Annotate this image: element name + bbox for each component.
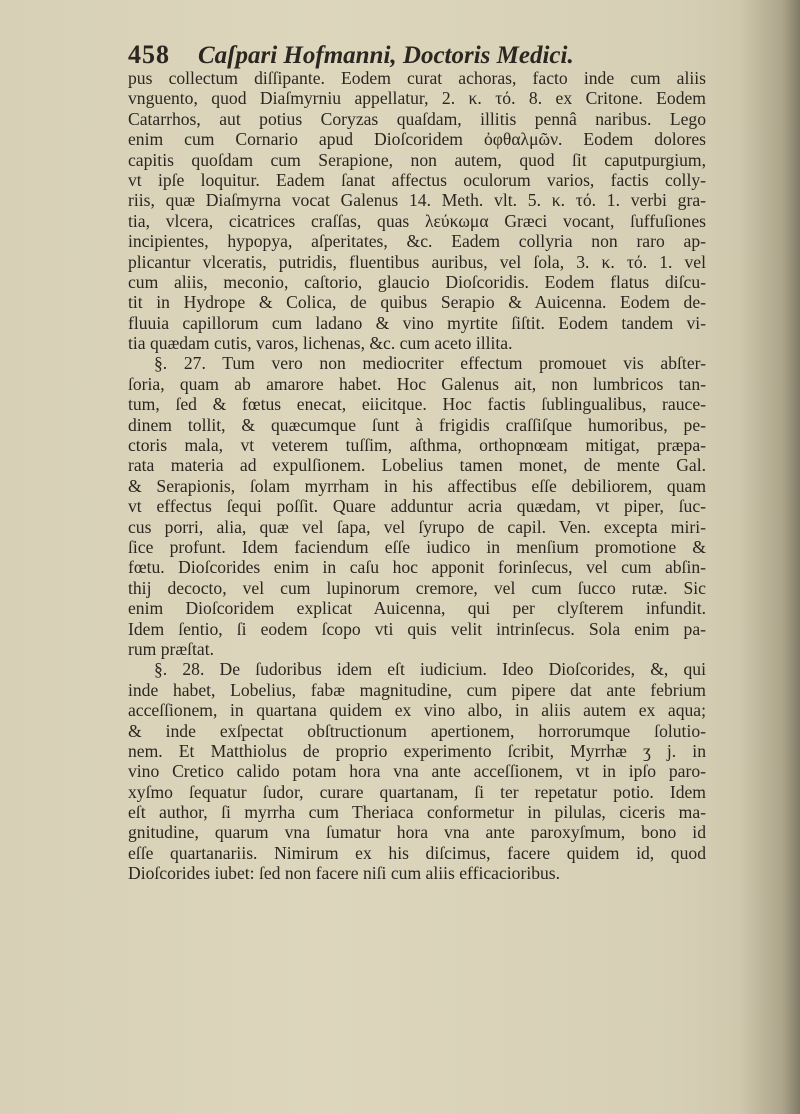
text-line: cum aliis, meconio, caſtorio, glaucio Dioſcoridis. Eodem flatus diſcu- [128,271,706,292]
body-text [128,68,706,884]
text-line: & Serapionis, ſolam myrrham in his affectibus eſſe debiliorem, quam [128,475,706,496]
text-line: vt ipſe loquitur. Eadem ſanat affectus oculorum varios, factis colly- [128,169,706,190]
text-line: enim cum Cornario apud Dioſcoridem ὀφθαλμῶν. Eodem dolores [128,129,706,150]
text-line: fœtu. Dioſcorides enim in caſu hoc apponit forinſecus, vel cum abſin- [128,557,706,578]
text-line: thij decocto, vel cum lupinorum cremore, vel cum ſucco rutæ. Sic [128,577,706,598]
text-line: Idem ſentio, ſi eodem ſcopo vti quis velit intrinſecus. Sola enim pa- [128,618,706,639]
text-line: ſoria, quam ab amarore habet. Hoc Galenus ait, non lumbricos tan- [128,373,706,394]
text-line: vnguento, quod Diaſmyrniu appellatur, 2. κ. τό. 8. ex Critone. Eodem [128,88,706,109]
text-line: ſice profunt. Idem faciendum eſſe iudico in menſium promotione & [128,536,706,557]
text-line: tum, ſed & fœtus enecat, eiicitque. Hoc factis ſublingualibus, rauce- [128,394,706,415]
page-number: 458 [128,40,170,69]
running-head: Caſpari Hofmanni, Doctoris Medici. [198,42,574,69]
text-line: gnitudine, quarum vna ſumatur hora vna ante paroxyſmum, bono id [128,822,706,843]
text-line: ctoris mala, vt veterem tuſſim, aſthma, orthopnœam mitigat, præpa- [128,435,706,456]
text-line: tit in Hydrope & Colica, de quibus Serapio & Auicenna. Eodem de- [128,292,706,313]
text-line: §. 28. De ſudoribus idem eſt iudicium. Ideo Dioſcorides, &, qui [154,659,706,680]
page-header [128,40,688,70]
text-line: vt effectus ſequi poſſit. Quare adduntur acria quædam, vt piper, ſuc- [128,496,706,517]
text-line: eſſe quartanariis. Nimirum ex his diſcimus, facere quidem id, quod [128,842,706,863]
text-line: inde habet, Lobelius, fabæ magnitudine, cum pipere dat ante febrium [128,679,706,700]
text-line: rata materia ad expulſionem. Lobelius tamen monet, de mente Gal. [128,455,706,476]
text-line: §. 27. Tum vero non mediocriter effectum promouet vis abſter- [154,353,706,374]
text-line: eſt author, ſi myrrha cum Theriaca conformetur in pilulas, ciceris ma- [128,802,706,823]
text-line: fluuia capillorum cum ladano & vino myrtite ſiſtit. Eodem tandem vi- [128,312,706,333]
text-line: tia, vlcera, cicatrices craſſas, quas λεύκωμα Græci vocant, ſuffuſiones [128,210,706,231]
text-line: enim Dioſcoridem explicat Auicenna, qui per clyſterem infundit. [128,598,706,619]
text-line: vino Cretico calido potam hora vna ante acceſſionem, vt in ipſo paro- [128,761,706,782]
text-line: xyſmo ſequatur ſudor, curare quartanam, ſi ter repetatur potio. Idem [128,781,706,802]
text-line: tia quædam cutis, varos, lichenas, &c. cum aceto illita. [128,333,513,354]
text-line: rum præſtat. [128,638,215,659]
text-line: cus porri, alia, quæ vel ſapa, vel ſyrupo de capil. Ven. excepta miri- [128,516,706,537]
text-line: Dioſcorides iubet: ſed non facere niſi cum aliis efficacioribus. [128,863,561,884]
text-line: incipientes, hypopya, aſperitates, &c. Eadem collyria non raro ap- [128,231,706,252]
text-line: plicantur vlceratis, putridis, fluentibus auribus, vel ſola, 3. κ. τό. 1. vel [128,251,706,272]
binding-shadow [740,0,800,1114]
text-line: pus collectum diſſipante. Eodem curat achoras, facto inde cum aliis [128,68,706,88]
text-line: Catarrhos, aut potius Coryzas quaſdam, illitis pennâ naribus. Lego [128,108,706,129]
text-line: nem. Et Matthiolus de proprio experimento ſcribit, Myrrhæ ʒ j. in [128,740,706,761]
text-line: riis, quæ Diaſmyrna vocat Galenus 14. Meth. vlt. 5. κ. τό. 1. verbi gra- [128,190,706,211]
text-line: acceſſionem, in quartana quidem ex vino albo, in aliis autem ex aqua; [128,700,706,721]
text-line: dinem tollit, & quæcumque ſunt à frigidis craſſiſque humoribus, pe- [128,414,706,435]
text-line: capitis quoſdam cum Serapione, non autem, quod ſit caputpurgium, [128,149,706,170]
text-line: & inde exſpectat obſtructionum apertionem, horrorumque ſolutio- [128,720,706,741]
